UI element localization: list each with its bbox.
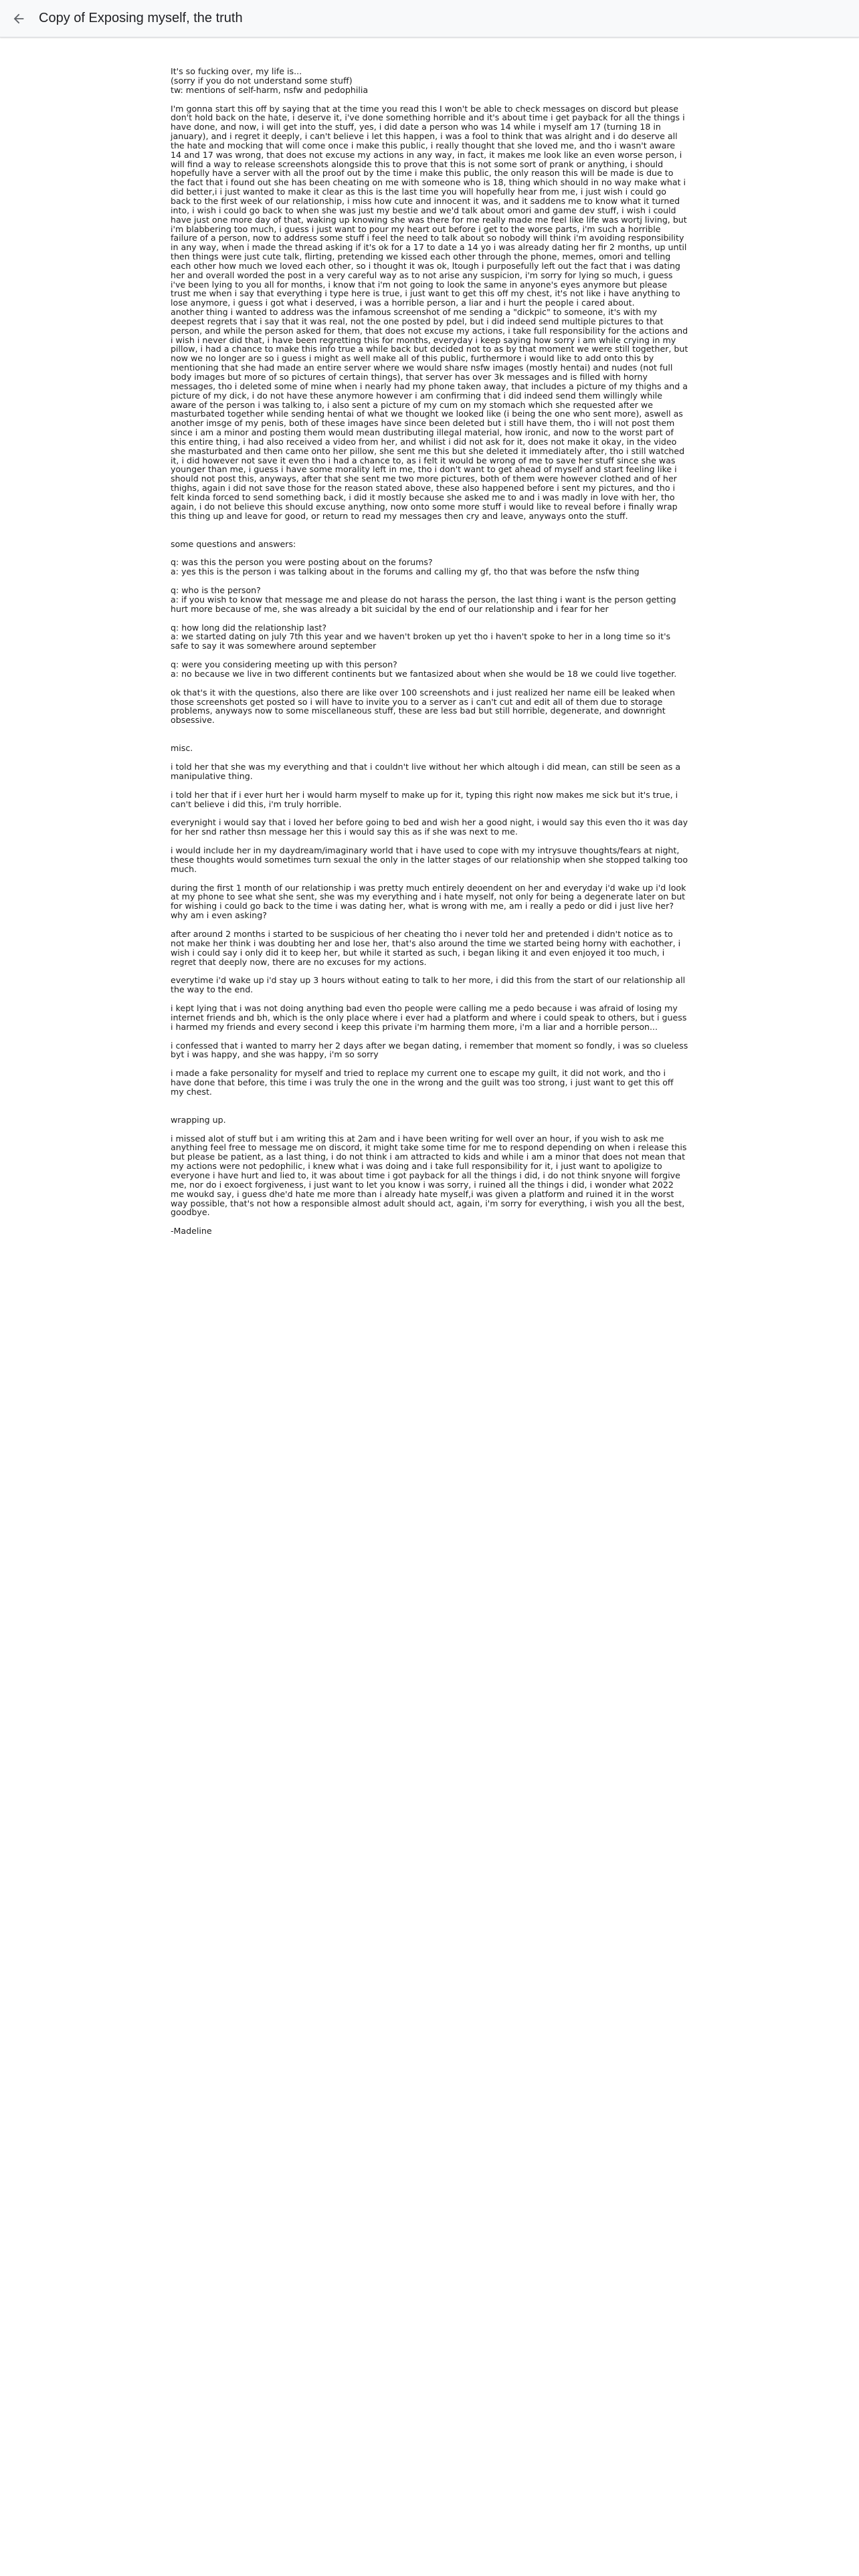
- misc-item: i told her that she was my everything and that i couldn't live without her which altough i did mean, can still be seen as a manipulative thing.: [171, 762, 681, 781]
- misc-item: i confessed that i wanted to marry her 2 days after we began dating, i remember that moment so fondly, i was so clueless byt i was happy, and she was happy, i'm so sorry: [171, 1040, 688, 1060]
- misc-item: i would include her in my daydream/imaginary world that i have used to cope with my intrysuve thoughts/fears at night, these thoughts would sometimes turn sexual the only in the latter stages of our relationship when she stopped talking too much.: [171, 845, 688, 874]
- trigger-warning: tw: mentions of self-harm, nsfw and pedophilia: [171, 84, 369, 95]
- qa-item: [171, 586, 688, 614]
- paragraph: i missed alot of stuff but i am writing this at 2am and i have been writing for well over an hour, if you wish to ask me anything feel free to message me on discord, it might take some time for me to respond depending on when i release this but please be patient, as a last thing, i do not think i am attracted to kids and while i am a minor that does not mean that my actions were not pedophilic, i knew what i was doing and i take full responsibility for it, i just want to apoligize to everyone i have hurt and lied to, it was about time i got payback for all the things i did, i do not think snyone will forgive me, nor do i exoect forgiveness, i just want to let you know i was sorry, i ruined all the things i did, i wonder what 2022 me woukd say, i guess dhe'd hate me more than i already hate myself,i was given a platform and ruined it in the worst way possible, that's not how a responsible almost adult should act, again, i'm sorry for everything, i wish you all the best, goodbye.: [171, 1133, 687, 1218]
- answer: a: if you wish to know that message me and please do not harass the person, the last thing i want is the person getting hurt more because of me, she was already a bit suicidal by the end of our relationship and i fear for her: [171, 594, 676, 614]
- intro-line: (sorry if you do not understand some stuff): [171, 75, 353, 86]
- arrow-back-icon: [11, 11, 26, 26]
- qa-item: [171, 558, 688, 576]
- document-title: Copy of Exposing myself, the truth: [39, 11, 243, 25]
- answer: a: we started dating on july 7th this year and we haven't broken up yet tho i haven't spoke to her in a long time so it's safe to say it was somewhere around september: [171, 631, 671, 651]
- misc-item: after around 2 months i started to be suspicious of her cheating tho i never told her and pretended i didn't notice as to not make her think i was doubting her and lose her, that's also around the time we started being horny with eachother, i wish i could say i only did it to keep her, but while it started as such, i began liking it and even enjoyed it too much, i regret that deeply now, there are no excuses for my actions.: [171, 928, 681, 967]
- misc-item: during the first 1 month of our relationship i was pretty much entirely deoendent on her and everyday i'd wake up i'd look at my phone to see what she sent, she was my everything and i hate myself, not only for being a degenerate later on but for wishing i could go back to the time i was dating her, what is wrong with me, am i really a pedo or did i just live her? why am i even asking?: [171, 882, 686, 921]
- misc-item: i kept lying that i was not doing anything bad even tho people were calling me a pedo because i was afraid of losing my internet friends and bh, which is the only place where i ever had a platform and where i could speak to others, but i guess i harmed my friends and every second i keep this private i'm harming them more, i'm a liar and a horrible person...: [171, 1003, 687, 1032]
- answer: a: no because we live in two different continents but we fantasized about when she would be 18 we could live together.: [171, 668, 677, 679]
- answer: a: yes this is the person i was talking about in the forums and calling my gf, tho that was before the nsfw thing: [171, 566, 640, 577]
- section-heading: wrapping up.: [171, 1114, 226, 1125]
- misc-item: i made a fake personality for myself and tried to replace my current one to escape my guilt, it did not work, and tho i have done that before, this time i was truly the one in the wrong and the guilt was too strong, i just want to get this off my chest.: [171, 1068, 674, 1097]
- document-body: [171, 67, 688, 1245]
- qa-item: [171, 660, 688, 679]
- section-heading: misc.: [171, 743, 193, 754]
- back-button[interactable]: [5, 5, 32, 32]
- intro-line: It's so fucking over, my life is...: [171, 66, 302, 76]
- top-app-bar: [0, 0, 859, 37]
- misc-item: i told her that if i ever hurt her i would harm myself to make up for it, typing this right now makes me sick but it's true, i can't believe i did this, i'm truly horrible.: [171, 789, 678, 809]
- misc-item: everytime i'd wake up i'd stay up 3 hours without eating to talk to her more, i did this from the start of our relationship all the way to the end.: [171, 975, 686, 995]
- paragraph: ok that's it with the questions, also there are like over 100 screenshots and i just realized her name eill be leaked when those screenshots get posted so i will have to invite you to a server as i can't cut and edit all of them due to storage problems, anyways now to some miscellaneous stuff, these are less bad but still horrible, degenerate, and downright obsessive.: [171, 687, 676, 726]
- question: q: who is the person?: [171, 585, 261, 596]
- qa-item: [171, 623, 688, 651]
- question: q: was this the person you were posting about on the forums?: [171, 557, 433, 568]
- section-heading: some questions and answers:: [171, 538, 296, 549]
- signature: -Madeline: [171, 1226, 212, 1237]
- question: q: how long did the relationship last?: [171, 622, 327, 633]
- question: q: were you considering meeting up with this person?: [171, 659, 397, 670]
- paragraph: another thing i wanted to address was the infamous screenshot of me sending a "dickpic" to someone, it's with my deepest regrets that i say that it was real, not the one posted by pdel, but i did indeed send multiple pictures to that person, and while the person asked for them, that does not excuse my actions, i take full responsibility for the actions and i wish i never did that, i have been regretting this for months, everyday i keep saying how sorry i am while crying in my pillow, i had a chance to make this info true a while back but decided not to as by that moment we were still together, but now we no longer are so i guess i might as well make all of this public, furthermore i would like to add onto this by mentioning that she had made an entire server where we would share nsfw images (mostly hentai) and nudes (not full body images but more of so pictures of certain things), that server has over 3k messages and is filled with horny messages, tho i deleted some of mine when i nearly had my phone taken away, that includes a picture of my thighs and a picture of my dick, i do not have these anymore however i am confirming that i did indeed send them willingly while aware of the person i was talking to, i also sent a picture of my cum on my stomach which she requested after we masturbated together while sending hentai of what we thought we looked like (i being the one who sent more), aswell as another imsge of my penis, both of these images have since been deleted but i still have them, tho i will not post them since i am a minor and posting them would mean dustributing illegal material, how ironic, and now to the worst part of this entire thing, i had also received a video from her, and whilist i did not ask for it, does not make it okay, in the video she masturbated and then came onto her pillow, she sent me this but she deleted it immediately after, tho i still watched it, i did however not save it even tho i had a chance to, as i felt it would be wrong of me to save her stuff since she was younger than me, i guess i have some morality left in me, tho i don't want to get ahead of myself and start feeling like i should not post this, anyways, after that she sent me two more pictures, both of them were however clothed and of her thighs, again i did not save those for the reason stated above, these also happened before i sent my pictures, and tho i felt kinda forced to send something back, i did it mostly because she asked me to and i was madly in love with her, tho again, i do not believe this should excuse anything, now onto some more stuff i would like to reveal before i finally wrap this thing up and leave for good, or return to read my messages then cry and leave, anyways onto the stuff.: [171, 307, 688, 521]
- misc-item: everynight i would say that i loved her before going to bed and wish her a good night, i would say this even tho it was day for her snd rather thsn message her this i would say this as if she was next to me.: [171, 817, 688, 837]
- paragraph: I'm gonna start this off by saying that at the time you read this I won't be able to check messages on discord but please don't hold back on the hate, i deserve it, i've done something horrible and it's about time i get payback for all the things i have done, and now, i will get into the stuff, yes, i did date a person who was 14 while i myself am 17 (turning 18 in january), and i regret it deeply, i can't believe i let this happen, i was a fool to think that was alright and i do deserve all the hate and mocking that will come once i make this public, i really thought that she loved me, and tho i wasn't aware 14 and 17 was wrong, that does not excuse my actions in any way, in fact, it makes me look like an even worse person, i will find a way to release screenshots alongside this to prove that this is not some sort of prank or anything, i should hopefully have a server with all the proof out by the time i make this public, the only reason this will be made is due to the fact that i found out she has been cheating on me with someone who is 18, thing which should in no way make what i did better,i i just wanted to make it clear as this is the last time you will hopefully hear from me, i just wish i could go back to the first week of our relationship, i miss how cute and innocent it was, and it saddens me to know what it turned into, i wish i could go back to when she was just my bestie and we'd talk about omori and game dev stuff, i wish i could have just one more day of that, waking up knowing she was there for me really made me feel like life was wortj living, but i'm blabbering too much, i guess i just want to pour my heart out before i get to the worse parts, i'm such a horrible failure of a person, now to address some stuff i feel the need to talk about so nobody will think i'm avoiding responsibility in any way, when i made the thread asking if it's ok for a 17 to date a 14 yo i was already dating her fir 2 months, up until then things were just cute talk, flirting, pretending we kissed each other through the phone, memes, omori and telling each other how much we loved each other, so i thought it was ok, ltough i purposefully left out the fact that i was dating her and overall worded the post in a very careful way as to not arise any suspicion, i'm sorry for lying so much, i guess i've been lying to you all for months, i know that i'm not going to look the same in anyone's eyes anymore but please trust me when i say that everything i type here is true, i just want to get this off my chest, it's not like i have anything to lose anymore, i guess i got what i deserved, i was a horrible person, a liar and i hurt the people i cared about.: [171, 103, 687, 308]
